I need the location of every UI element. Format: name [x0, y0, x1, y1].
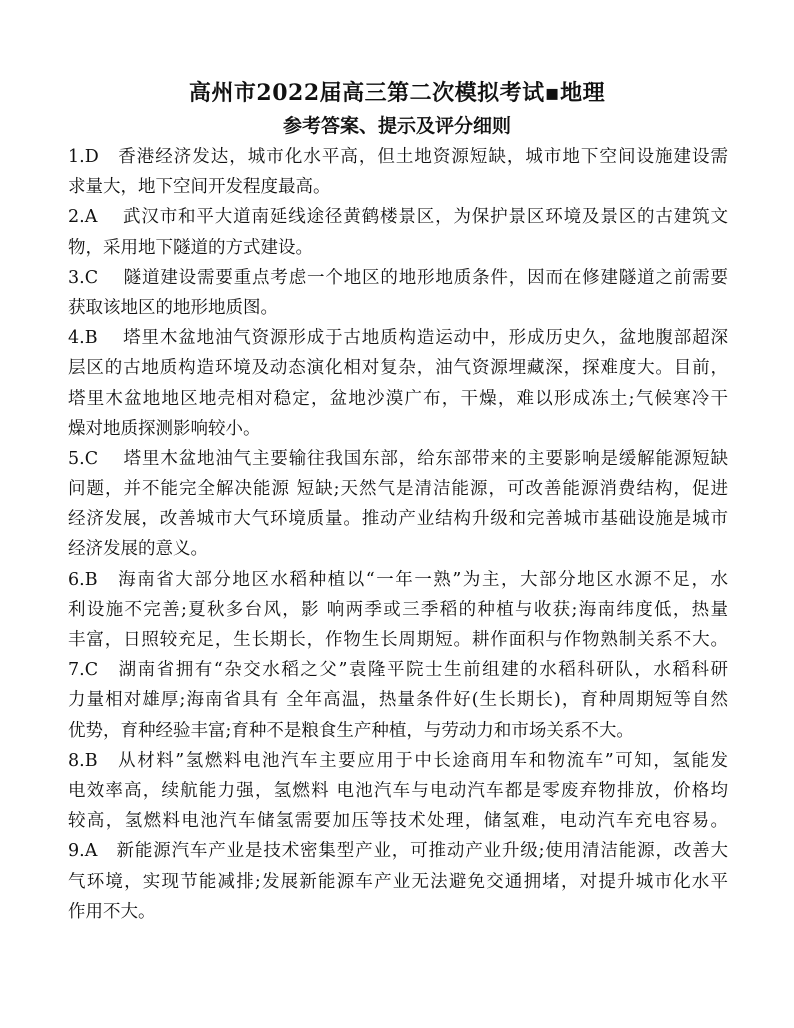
answer-5-line-3: 经济发展，改善城市大气环境质量。推动产业结构升级和完善城市基础设施是城市	[68, 509, 728, 530]
answer-8-line-3: 较高，氢燃料电池汽车储氢需要加压等技术处理，储氢难，电动汽车充电容易。	[68, 811, 728, 832]
answer-5-line-4: 经济发展的意义。	[68, 539, 208, 560]
answer-6-line-1: 6.B 海南省大部分地区水稻种植以“一年一熟”为主，大部分地区水源不足，水	[68, 569, 728, 590]
answer-7-line-3: 优势，育种经验丰富;育种不是粮食生产种植，与劳动力和市场关系不大。	[68, 720, 634, 741]
answer-3-line-2: 获取该地区的地形地质图。	[68, 297, 278, 318]
page-title: 高州市2022届高三第二次模拟考试▪地理	[188, 80, 606, 106]
answer-6-line-3: 丰富，日照较充足，生长期长，作物生长周期短。耕作面积与作物熟制关系不大。	[68, 630, 728, 650]
answer-2-line-1: 2.A 武汉市和平大道南延线途径黄鹤楼景区，为保护景区环境及景区的古建筑文	[68, 207, 728, 228]
answer-1-line-2: 求量大，地下空间开发程度最高。	[68, 177, 331, 198]
answer-4-line-3: 塔里木盆地地区地壳相对稳定，盆地沙漠广布，干燥，难以形成冻土;气候寒冷干	[68, 388, 728, 409]
answer-5-line-1: 5.C 塔里木盆地油气主要输往我国东部，给东部带来的主要影响是缓解能源短缺	[68, 448, 728, 469]
answer-4-line-1: 4.B 塔里木盆地油气资源形成于古地质构造运动中，形成历史久，盆地腹部超深	[68, 328, 728, 349]
page-subtitle: 参考答案、提示及评分细则	[282, 115, 511, 137]
answer-4-line-2: 层区的古地质构造环境及动态演化相对复杂，油气资源埋藏深，探难度大。目前，	[68, 358, 728, 379]
answer-8-line-1: 8.B 从材料”氢燃料电池汽车主要应用于中长途商用车和物流车”可知，氢能发	[68, 750, 728, 771]
answer-list	[68, 142, 728, 927]
answer-4-line-4: 燥对地质探测影响较小。	[68, 418, 261, 439]
answer-3-line-1: 3.C 隧道建设需要重点考虑一个地区的地形地质条件，因而在修建隧道之前需要	[68, 267, 728, 288]
answer-2-line-2: 物，采用地下隧道的方式建设。	[68, 237, 313, 258]
answer-9-line-1: 9.A 新能源汽车产业是技术密集型产业，可推动产业升级;使用清洁能源，改善大	[68, 841, 728, 862]
answer-9-line-2: 气环境，实现节能减排;发展新能源车产业无法避免交通拥堵，对提升城市化水平	[68, 871, 728, 892]
answer-7-line-2: 力量相对雄厚;海南省具有 全年高温，热量条件好(生长期长)，育种周期短等自然	[68, 690, 728, 711]
answer-7-line-1: 7.C 湖南省拥有“杂交水稻之父”袁隆平院士生前组建的水稻科研队，水稻科研	[68, 660, 728, 681]
answer-8-line-2: 电效率高，续航能力强，氢燃料 电池汽车与电动汽车都是零废弃物排放，价格均	[68, 780, 728, 801]
answer-1-line-1: 1.D 香港经济发达，城市化水平高，但土地资源短缺，城市地下空间设施建设需	[68, 147, 728, 167]
answer-9-line-3: 作用不大。	[68, 901, 156, 922]
answer-6-line-2: 利设施不完善;夏秋多台风，影 响两季或三季稻的种植与收获;海南纬度低，热量	[68, 599, 728, 620]
answer-5-line-2: 问题，并不能完全解决能源 短缺;天然气是清洁能源，可改善能源消费结构，促进	[68, 479, 728, 500]
